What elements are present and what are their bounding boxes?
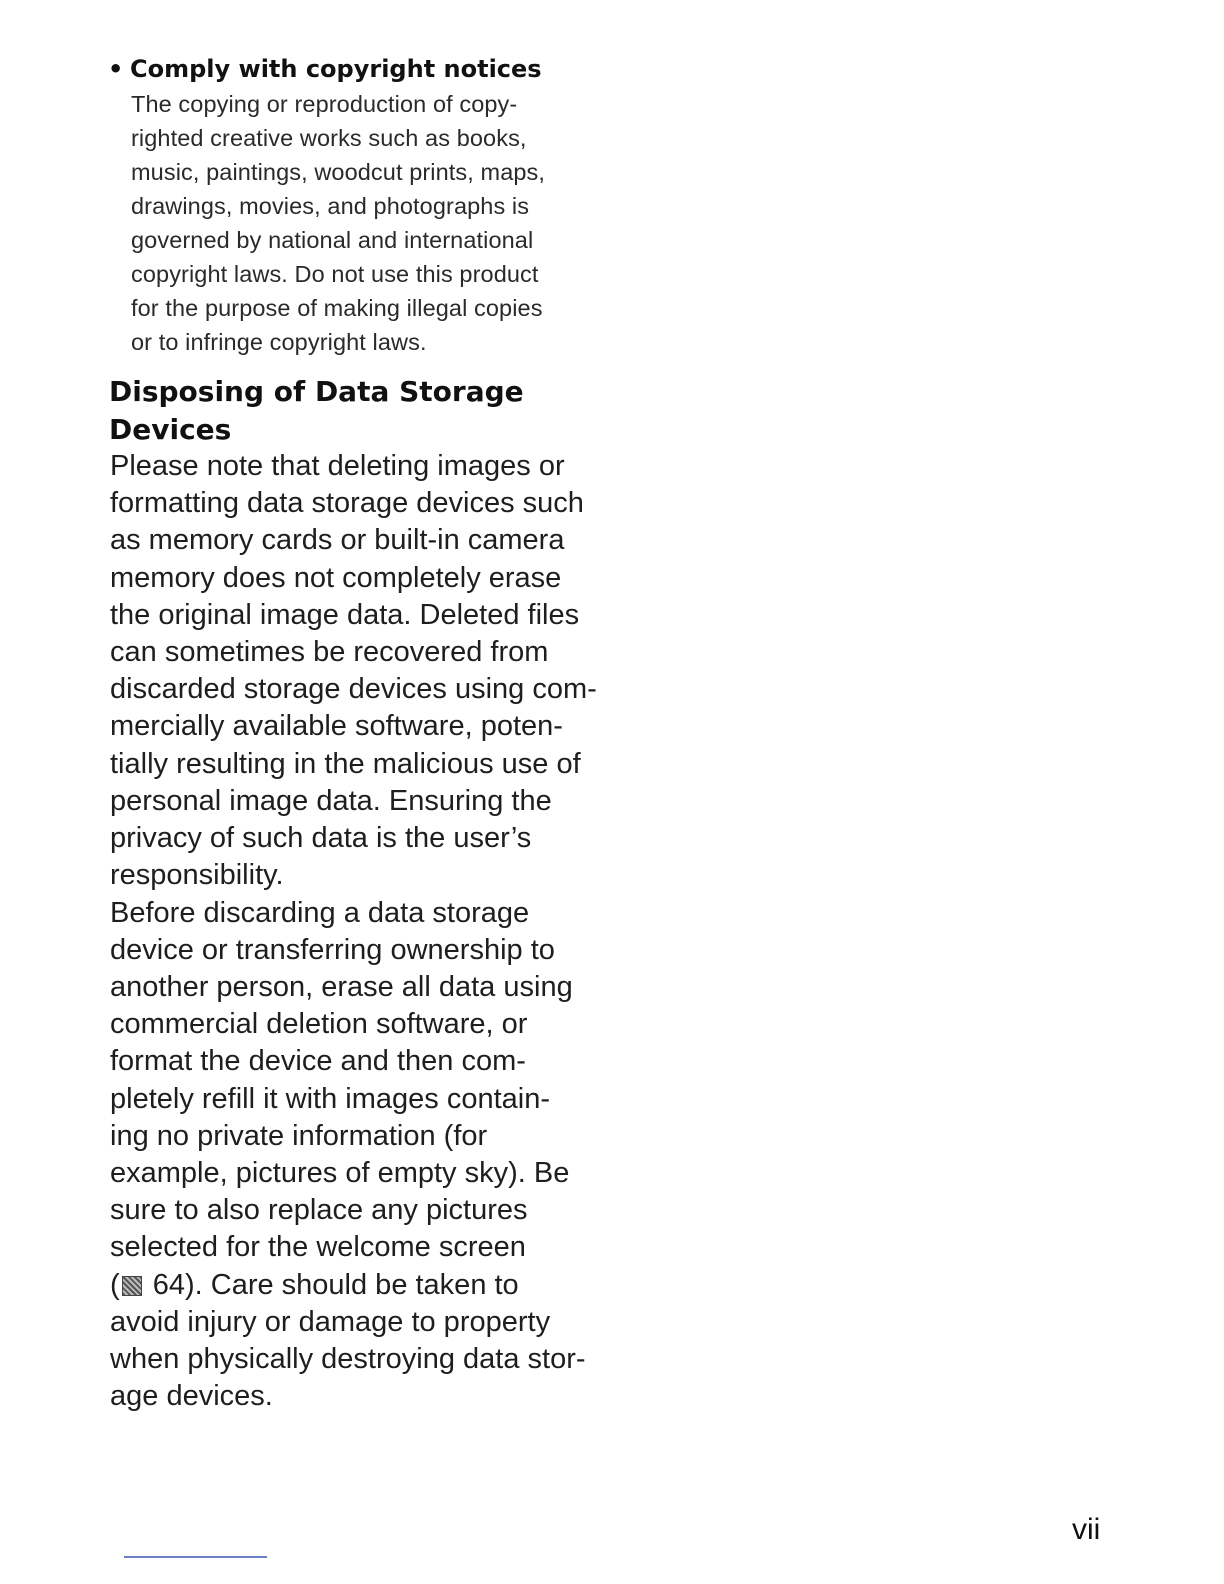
section-title: Disposing of Data Storage <box>109 375 524 408</box>
body-line: tially resulting in the malicious use of <box>110 748 581 780</box>
reference-text: 64). Care should be taken to <box>144 1269 519 1301</box>
body-line-with-reference <box>110 1267 519 1304</box>
copyright-line: The copying or reproduction of copy- <box>131 91 518 117</box>
page-reference-icon <box>122 1276 142 1296</box>
body-line: example, pictures of empty sky). Be <box>110 1157 570 1189</box>
body-line: pletely refill it with images contain- <box>110 1083 551 1115</box>
footer-rule <box>124 1556 267 1558</box>
body-line: selected for the welcome screen <box>110 1231 526 1263</box>
body-line: sure to also replace any pictures <box>110 1194 528 1226</box>
page-number: vii <box>1072 1513 1101 1546</box>
body-line: when physically destroying data stor- <box>110 1343 586 1375</box>
copyright-line: music, paintings, woodcut prints, maps, <box>131 159 546 185</box>
body-line: age devices. <box>110 1380 273 1412</box>
body-line: privacy of such data is the user’s <box>110 822 532 854</box>
body-line: device or transferring ownership to <box>110 934 555 966</box>
copyright-line: copyright laws. Do not use this product <box>131 261 539 287</box>
body-line: commercial deletion software, or <box>110 1008 528 1040</box>
copyright-line: drawings, movies, and photographs is <box>131 193 530 219</box>
bullet: • <box>108 55 124 83</box>
body-line: responsibility. <box>110 859 284 891</box>
body-line: as memory cards or built-in camera <box>110 524 565 556</box>
copyright-line: governed by national and international <box>131 227 534 253</box>
copyright-line: or to infringe copyright laws. <box>131 329 427 355</box>
copyright-heading <box>108 52 542 86</box>
body-line: ing no private information (for <box>110 1120 488 1152</box>
copyright-line: for the purpose of making illegal copies <box>131 295 543 321</box>
body-line: mercially available software, poten- <box>110 710 563 742</box>
body-line: the original image data. Deleted files <box>110 599 580 631</box>
body-line: memory does not completely erase <box>110 562 562 594</box>
body-line: format the device and then com- <box>110 1045 526 1077</box>
reference-open-paren: ( <box>110 1269 120 1301</box>
body-line: personal image data. Ensuring the <box>110 785 552 817</box>
body-line: Before discarding a data storage <box>110 897 530 929</box>
body-line: avoid injury or damage to property <box>110 1306 551 1338</box>
body-line: discarded storage devices using com- <box>110 673 597 705</box>
section-title: Devices <box>109 413 232 446</box>
body-line: another person, erase all data using <box>110 971 573 1003</box>
body-line: formatting data storage devices such <box>110 487 584 519</box>
copyright-line: righted creative works such as books, <box>131 125 527 151</box>
body-line: can sometimes be recovered from <box>110 636 549 668</box>
body-line: Please note that deleting images or <box>110 450 565 482</box>
copyright-heading-text: Comply with copyright notices <box>130 55 542 83</box>
